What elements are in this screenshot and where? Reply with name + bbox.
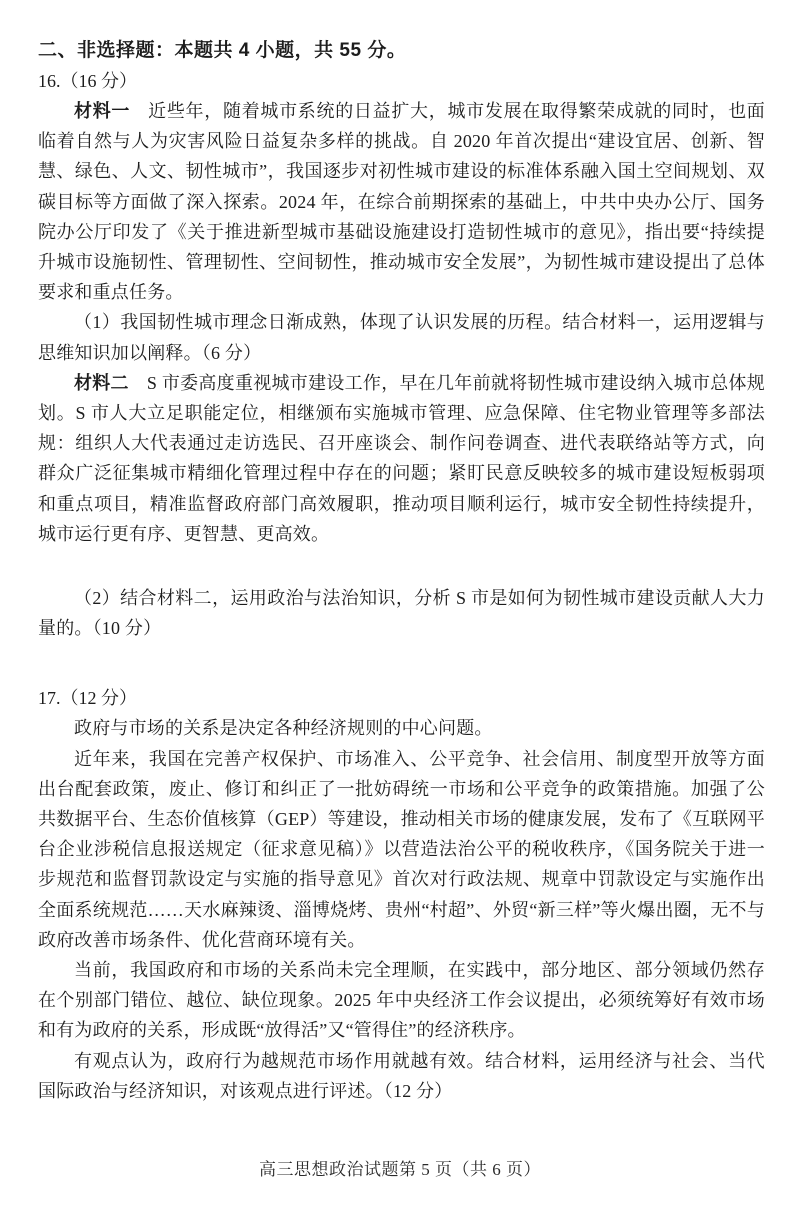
- q17-paragraph-2: 当前，我国政府和市场的关系尚未完全理顺，在实践中，部分地区、部分领域仍然存在个别部门错位、越位、缺位现象。2025 年中央经济工作会议提出，必须统筹好有效市场和有为政府的关系，形成既“放得活”又“管得住”的经济秩序。: [38, 960, 765, 1041]
- q17-paragraph-1: 近年来，我国在完善产权保护、市场准入、公平竞争、社会信用、制度型开放等方面出台配套政策，废止、修订和纠正了一批妨碍统一市场和公平竞争的政策措施。加强了公共数据平台、生态价值核算（GEP）等建设，推动相关市场的健康发展，发布了《互联网平台企业涉税信息报送规定（征求意见稿）》以营造法治公平的税收秩序，《国务院关于进一步规范和监督罚款设定与实施的指导意见》首次对行政法规、规章中罚款设定与实施作出全面系统规范……天水麻辣烫、淄博烧烤、贵州“村超”、外贸“新三样”等火爆出圈，无不与政府改善市场条件、优化营商环境有关。: [38, 748, 765, 950]
- section-header: 二、非选择题：本题共 4 小题，共 55 分。: [38, 40, 407, 61]
- q16-material2-label: 材料二: [74, 372, 129, 393]
- q16-question1: （1）我国韧性城市理念日渐成熟，体现了认识发展的历程。结合材料一，运用逻辑与思维知识加以阐释。（6 分）: [38, 312, 765, 363]
- page-footer: 高三思想政治试题第 5 页（共 6 页）: [259, 1160, 541, 1179]
- q16-number: 16.（16 分）: [38, 71, 137, 91]
- q16-material1-text: 近些年，随着城市系统的日益扩大，城市发展在取得繁荣成就的同时，也面临着自然与人为灾害风险日益复杂多样的挑战。自 2020 年首次提出“建设宜居、创新、智慧、绿色、人文、韧性城市”，我国逐步对初性城市建设的标准体系融入国土空间规划、双碳目标等方面做了深入探索。2024 年，在综合前期探索的基础上，中共中央办公厅、国务院办公厅印发了《关于推进新型城市基础设施建设打造韧性城市的意见》，指出要“持续提升城市设施韧性、管理韧性、空间韧性，推动城市安全发展”，为韧性城市建设提出了总体要求和重点任务。: [38, 101, 765, 303]
- q17-question: 有观点认为，政府行为越规范市场作用就越有效。结合材料，运用经济与社会、当代国际政治与经济知识，对该观点进行评述。（12 分）: [38, 1050, 765, 1101]
- q16-material2-text: S 市委高度重视城市建设工作，早在几年前就将韧性城市建设纳入城市总体规划。S 市人大立足职能定位，相继颁布实施城市管理、应急保障、住宅物业管理等多部法规：组织人大代表通过走访选民、召开座谈会、制作问卷调查、进代表联络站等方式，向群众广泛征集城市精细化管理过程中存在的问题；紧盯民意反映较多的城市建设短板弱项和重点项目，精准监督政府部门高效履职，推动项目顺利运行，城市安全韧性持续提升，城市运行更有序、更智慧、更高效。: [38, 372, 765, 544]
- q16-question2: （2）结合材料二，运用政治与法治知识，分析 S 市是如何为韧性城市建设贡献人大力量的。（10 分）: [38, 588, 765, 639]
- q16-material2-paragraph: [38, 368, 765, 549]
- exam-content: [38, 36, 765, 1106]
- q16-material1-label: 材料一: [74, 101, 131, 121]
- q17-number: 17.（12 分）: [38, 688, 137, 709]
- q16-material1-paragraph: [38, 96, 765, 307]
- q17-intro: 政府与市场的关系是决定各种经济规则的中心问题。: [74, 718, 493, 739]
